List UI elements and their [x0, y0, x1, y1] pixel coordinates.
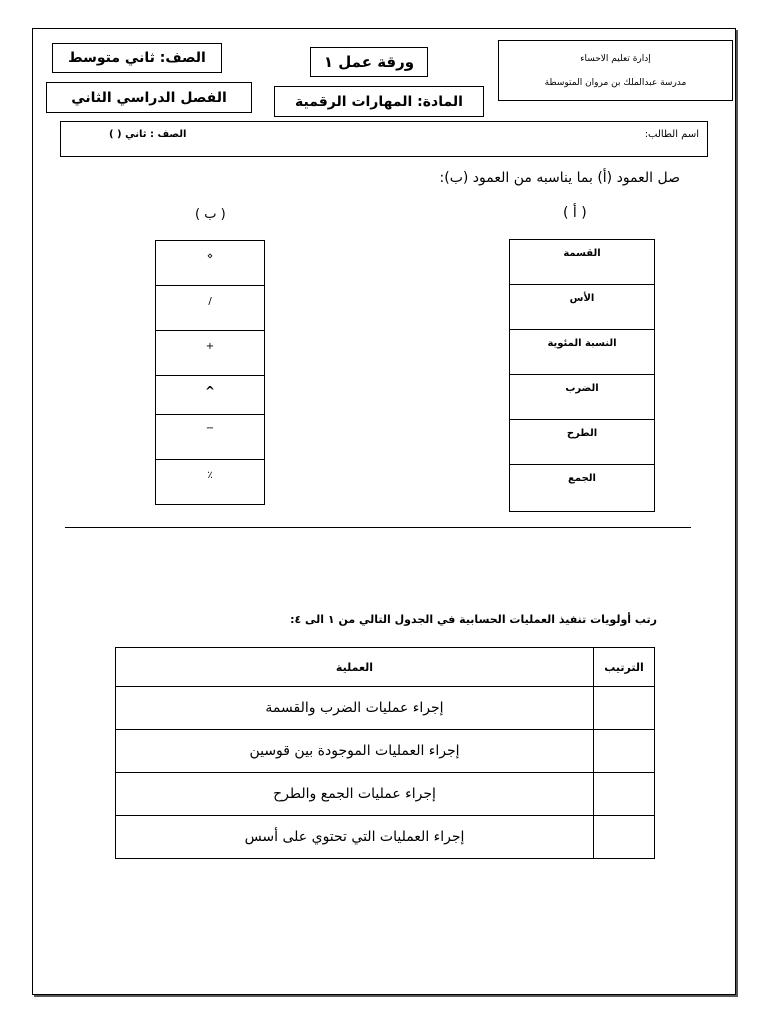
col-b-item: ⋄ [155, 240, 265, 286]
worksheet-title-box [310, 47, 428, 77]
order-cell[interactable] [594, 773, 655, 816]
col-b-item: ^ [155, 375, 265, 415]
col-a-item: القسمة [509, 239, 655, 285]
col-a-item: الأس [509, 284, 655, 330]
table-row [116, 773, 655, 816]
table-row [116, 816, 655, 859]
col-a-item: الضرب [509, 374, 655, 420]
col-b-item: − [155, 414, 265, 460]
student-name-label: اسم الطالب: [644, 129, 699, 140]
matching-instruction: صل العمود (أ) بما يناسبه من العمود (ب): [439, 170, 680, 186]
col-b-header: ( ب ) [195, 207, 226, 222]
class-box [52, 43, 222, 73]
col-a-item: النسبة المئوية [509, 329, 655, 375]
student-info-box [60, 121, 708, 157]
operation-cell: إجراء العمليات الموجودة بين قوسين [116, 730, 594, 773]
student-class-label: الصف : ثاني ( ) [109, 129, 187, 140]
table-row [116, 730, 655, 773]
worksheet-title: ورقة عمل ١ [323, 53, 415, 71]
col-b-item: ٪ [155, 459, 265, 505]
semester-box [46, 82, 252, 113]
header-operation: العملية [116, 648, 594, 687]
admin-line2: مدرسة عبدالملك بن مروان المتوسطة [544, 77, 687, 88]
ordering-instruction: رتب أولويات تنفيذ العمليات الحسابية في الجدول التالي من ١ الى ٤: [290, 613, 657, 626]
order-cell[interactable] [594, 687, 655, 730]
section-divider [65, 527, 691, 528]
admin-box [498, 40, 733, 101]
order-cell[interactable] [594, 816, 655, 859]
table-header-row [116, 648, 655, 687]
operation-cell: إجراء عمليات الجمع والطرح [116, 773, 594, 816]
class-label: الصف: ثاني متوسط [68, 50, 206, 66]
order-cell[interactable] [594, 730, 655, 773]
col-b-item: / [155, 285, 265, 331]
col-a-header: ( أ ) [563, 205, 587, 221]
col-a-item: الطرح [509, 419, 655, 465]
subject-label: المادة: المهارات الرقمية [295, 93, 463, 110]
table-row [116, 687, 655, 730]
ordering-table [115, 647, 655, 859]
operation-cell: إجراء العمليات التي تحتوي على أسس [116, 816, 594, 859]
operation-cell: إجراء عمليات الضرب والقسمة [116, 687, 594, 730]
col-a-item: الجمع [509, 464, 655, 512]
semester-label: الفصل الدراسي الثاني [71, 89, 227, 106]
header-order: الترتيب [594, 648, 655, 687]
admin-line1: إدارة تعليم الاحساء [580, 53, 651, 64]
col-b-item: + [155, 330, 265, 376]
subject-box [274, 86, 484, 117]
